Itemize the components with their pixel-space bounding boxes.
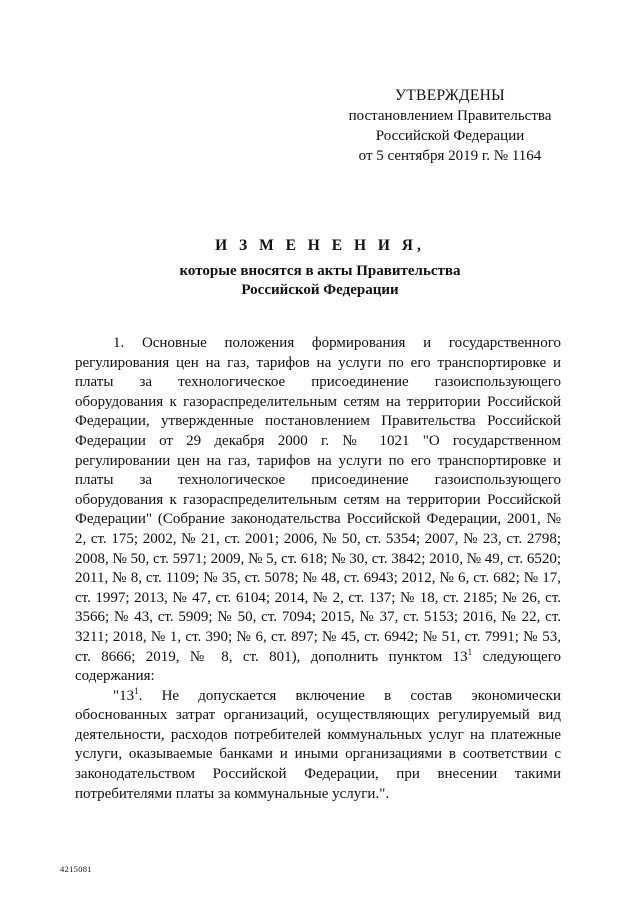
paragraph-2: [75, 687, 561, 805]
document-subtitle-line-2: Российской Федерации: [241, 282, 399, 298]
paragraph-1: [75, 334, 561, 687]
document-subtitle-line-1: которые вносятся в акты Правительства: [179, 263, 461, 279]
paragraph-1-superscript: 1: [467, 646, 473, 657]
document-number: 4215081: [60, 864, 92, 874]
approval-line-2: Российской Федерации: [375, 128, 525, 144]
approved-title: УТВЕРЖДЕНЫ: [395, 87, 505, 104]
paragraph-2-text: . Не допускается включение в состав экономически обоснованных затрат организаций, осуществляющих регулируемый вид деятельности, расходов потребителей коммунальных услуг на платежные услуги, оказываемые банками и иными организациями в соответствии с законодательством Российской Федерации, при внесении такими потребителями платы за коммунальные услуги.".: [75, 687, 561, 802]
paragraph-1-text: 1. Основные положения формирования и государственного регулирования цен на газ, тарифов на услуги по его транспортировке и платы за технологическое присоединение газоиспользующего оборудования к газораспределительным сетям на территории Российской Федерации, утвержденные постановлением Правительства Российской Федерации от 29 декабря 2000 г. № 1021 "О государственном регулировании цен на газ, тарифов на услуги по его транспортировке и платы за технологическое присоединение газоиспользующего оборудования к газораспределительным сетям на территории Российской Федерации" (Собрание законодательства Российской Федерации, 2001, № 2, ст. 175; 2002, № 21, ст. 2001; 2006, № 50, ст. 5354; 2007, № 23, ст. 2798; 2008, № 50, ст. 5971; 2009, № 5, ст. 618; № 30, ст. 3842; 2010, № 49, ст. 6520; 2011, № 8, ст. 1109; № 35, ст. 5078; № 48, ст. 6943; 2012, № 6, ст. 682; № 17, ст. 1997; 2013, № 47, ст. 6104; 2014, № 2, ст. 137; № 18, ст. 2185; № 26, ст. 3566; № 43, ст. 5909; № 50, ст. 7094; 2015, № 37, ст. 5153; 2016, № 22, ст. 3211; 2018, № 1, ст. 390; № 6, ст. 897; № 45, ст. 6942; № 51, ст. 7991; № 53, ст. 8666; 2019, № 8, ст. 801), дополнить пунктом 13: [75, 335, 562, 665]
document-heading: [60, 234, 580, 300]
approval-line-3: от 5 сентября 2019 г. № 1164: [358, 148, 542, 164]
document-body: [75, 334, 561, 804]
paragraph-2-superscript: 1: [134, 685, 139, 696]
document-title: И З М Е Н Е Н И Я,: [215, 237, 425, 254]
paragraph-2-head: "13: [113, 687, 135, 704]
approval-line-1: постановлением Правительства: [348, 108, 552, 124]
approval-block: [300, 86, 600, 166]
paragraph-1-tail: следующего содержания:: [75, 648, 561, 685]
